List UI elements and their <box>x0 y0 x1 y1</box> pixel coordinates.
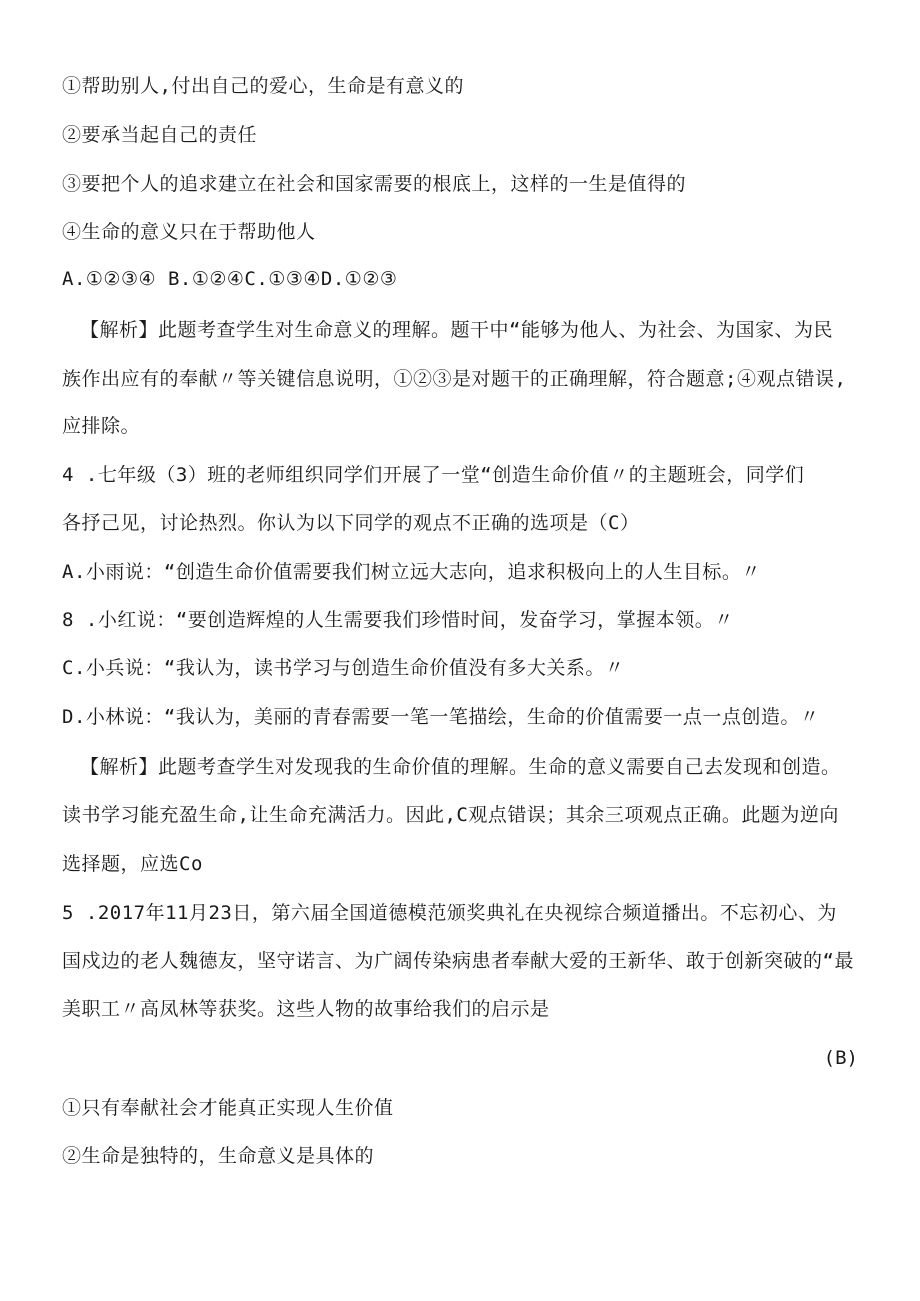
q3-option-4: ④生命的意义只在于帮助他人 <box>62 221 316 243</box>
q4-option-b: 8 .小红说：“要创造辉煌的人生需要我们珍惜时间，发奋学习，掌握本领。〃 <box>62 609 734 631</box>
q4-analysis-line-2: 读书学习能充盈生命,让生命充满活力。因此,C观点错误；其余三项观点正确。此题为逆向 <box>62 804 839 826</box>
q4-analysis-line-1: 【解析】此题考查学生对发现我的生命价值的理解。生命的意义需要自己去发现和创造。 <box>80 756 841 778</box>
q4-option-a: A.小雨说：“创造生命价值需要我们树立远大志向，追求积极向上的人生目标。〃 <box>62 561 761 583</box>
q5-stem-line-3: 美职工〃高凤林等获奖。这些人物的故事给我们的启示是 <box>62 998 550 1020</box>
q3-option-1: ①帮助别人,付出自己的爱心，生命是有意义的 <box>62 75 464 97</box>
q4-stem-line-1: 4 .七年级（3）班的老师组织同学们开展了一堂“创造生命价值〃的主题班会，同学们 <box>62 464 805 486</box>
q3-analysis-line-1: 【解析】此题考查学生对生命意义的理解。题干中“能够为他人、为社会、为国家、为民 <box>80 319 833 341</box>
q4-option-c: C.小兵说：“我认为，读书学习与创造生命价值没有多大关系。〃 <box>62 657 625 679</box>
q5-stem-line-1: 5 .2017年11月23日，第六届全国道德模范颁奖典礼在央视综合频道播出。不忘初心、为 <box>62 902 837 924</box>
q5-stem-line-2: 国戍边的老人魏德友，坚守诺言、为广阔传染病患者奉献大爱的王新华、敢于创新突破的“最 <box>62 950 854 972</box>
q4-stem-line-2: 各抒己见，讨论热烈。你认为以下同学的观点不正确的选项是（C） <box>62 512 640 534</box>
q3-option-2: ②要承当起自己的责任 <box>62 124 258 146</box>
q3-choices: A.①②③④ B.①②④C.①③④D.①②③ <box>62 268 398 290</box>
q4-option-d: D.小林说：“我认为，美丽的青春需要一笔一笔描绘，生命的价值需要一点一点创造。〃 <box>62 706 820 728</box>
q4-analysis-line-3: 选择题，应选Co <box>62 853 203 875</box>
q3-analysis-line-2: 族作出应有的奉献〃等关键信息说明，①②③是对题干的正确理解，符合题意;④观点错误, <box>62 368 847 390</box>
q5-answer: (B) <box>823 1047 858 1069</box>
q3-analysis-line-3: 应排除。 <box>62 415 141 437</box>
q5-option-2: ②生命是独特的，生命意义是具体的 <box>62 1145 375 1167</box>
q3-option-3: ③要把个人的追求建立在社会和国家需要的根底上，这样的一生是值得的 <box>62 173 687 195</box>
q5-option-1: ①只有奉献社会才能真正实现人生价值 <box>62 1097 394 1119</box>
